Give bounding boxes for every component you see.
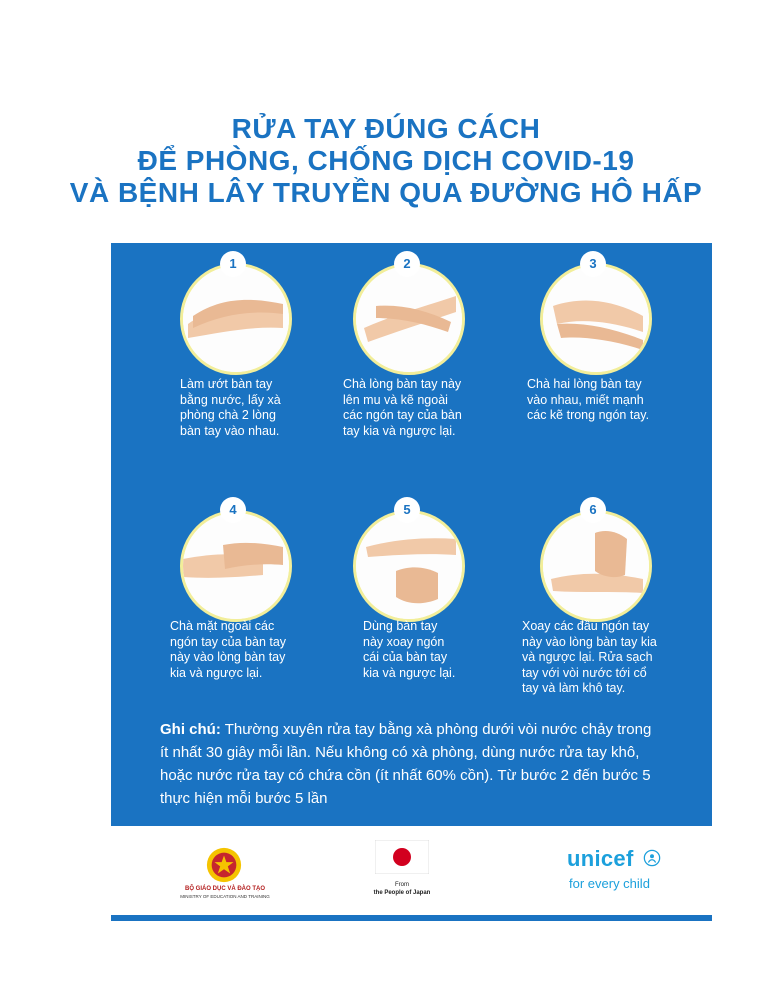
step-2-illustration bbox=[353, 263, 465, 375]
step-4-line: kia và ngược lại. bbox=[170, 665, 263, 680]
step-5-line: này xoay ngón bbox=[363, 634, 445, 649]
step-3-illustration bbox=[540, 263, 652, 375]
note-text bbox=[160, 718, 690, 810]
step-6-line: tay với vòi nước tới cổ bbox=[522, 665, 647, 680]
moet-name-en: MINISTRY OF EDUCATION AND TRAINING bbox=[180, 894, 270, 899]
moet-logo bbox=[165, 846, 285, 906]
note-line: ít nhất 30 giây mỗi lần. Nếu không có xà phòng, dùng nước rửa tay khô, bbox=[160, 744, 640, 761]
japan-flag-icon bbox=[375, 840, 429, 874]
step-4-number: 4 bbox=[220, 497, 246, 523]
step-1-text bbox=[180, 377, 281, 439]
step-2-line: lên mu và kẽ ngoài bbox=[343, 392, 448, 407]
vietnam-emblem-icon bbox=[205, 846, 243, 884]
note-line: thực hiện mỗi bước 5 lần bbox=[160, 790, 328, 807]
step-1-line: Làm ướt bàn tay bbox=[180, 377, 273, 391]
step-3-text bbox=[527, 377, 649, 424]
hands-wash-icon bbox=[183, 266, 289, 372]
step-4-text bbox=[170, 619, 286, 681]
step-3-line: Chà hai lòng bàn tay bbox=[527, 377, 642, 391]
step-5-illustration bbox=[353, 510, 465, 622]
step-1-line: bằng nước, lấy xà bbox=[180, 392, 281, 407]
hands-wash-icon bbox=[543, 513, 649, 619]
step-5-text bbox=[363, 619, 455, 681]
note-line: Thường xuyên rửa tay bằng xà phòng dưới vòi nước chảy trong bbox=[220, 721, 652, 738]
unicef-tagline: for every child bbox=[569, 876, 650, 891]
step-2-number: 2 bbox=[394, 251, 420, 277]
step-1-line: bàn tay vào nhau. bbox=[180, 423, 280, 438]
japan-logo bbox=[362, 840, 442, 904]
note-line: hoặc nước rửa tay có chứa cồn (ít nhất 60% cồn). Từ bước 2 đến bước 5 bbox=[160, 767, 651, 784]
step-3-line: các kẽ trong ngón tay. bbox=[527, 408, 650, 422]
unicef-globe-icon bbox=[643, 849, 661, 867]
hands-wash-icon bbox=[356, 513, 462, 619]
title-line-3: VÀ BỆNH LÂY TRUYỀN QUA ĐƯỜNG HÔ HẤP bbox=[69, 177, 703, 208]
step-5-line: cái của bàn tay bbox=[363, 650, 448, 664]
step-1-number: 1 bbox=[220, 251, 246, 277]
title-line-1: RỬA TAY ĐÚNG CÁCH bbox=[231, 113, 541, 144]
step-3-line: vào nhau, miết mạnh bbox=[527, 392, 644, 407]
hands-wash-icon bbox=[356, 266, 462, 372]
step-5-number: 5 bbox=[394, 497, 420, 523]
step-6-line: và ngược lại. Rửa sạch bbox=[522, 650, 653, 664]
step-6-text bbox=[522, 619, 657, 697]
step-6-line: này vào lòng bàn tay kia bbox=[522, 634, 657, 649]
japan-from: From bbox=[395, 882, 409, 888]
step-4-line: ngón tay của bàn tay bbox=[170, 634, 287, 649]
step-4-line: này vào lòng bàn tay bbox=[170, 650, 286, 664]
moet-name: BỘ GIÁO DỤC VÀ ĐÀO TẠO bbox=[184, 886, 265, 892]
footer-bar bbox=[111, 915, 712, 921]
step-5-line: Dùng bàn tay bbox=[363, 619, 438, 633]
japan-people: the People of Japan bbox=[373, 890, 431, 896]
step-2-text bbox=[343, 377, 462, 439]
step-2-line: tay kia và ngược lại. bbox=[343, 423, 456, 438]
step-6-line: tay và làm khô tay. bbox=[522, 681, 626, 695]
step-6-illustration bbox=[540, 510, 652, 622]
step-2-line: các ngón tay của bàn bbox=[343, 408, 462, 422]
title-line-2: ĐỂ PHÒNG, CHỐNG DỊCH COVID-19 bbox=[137, 145, 635, 176]
step-4-line: Chà mặt ngoài các bbox=[170, 619, 275, 633]
unicef-logo bbox=[567, 846, 677, 896]
step-6-line: Xoay các đầu ngón tay bbox=[522, 619, 650, 633]
note-label: Ghi chú: bbox=[160, 721, 221, 738]
step-6-number: 6 bbox=[580, 497, 606, 523]
hands-wash-icon bbox=[183, 513, 289, 619]
step-4-illustration bbox=[180, 510, 292, 622]
step-2-line: Chà lòng bàn tay này bbox=[343, 377, 462, 391]
step-3-number: 3 bbox=[580, 251, 606, 277]
unicef-wordmark: unicef bbox=[567, 846, 634, 871]
step-1-illustration bbox=[180, 263, 292, 375]
hands-wash-icon bbox=[543, 266, 649, 372]
step-1-line: phòng chà 2 lòng bbox=[180, 408, 276, 422]
step-5-line: kia và ngược lại. bbox=[363, 665, 456, 680]
